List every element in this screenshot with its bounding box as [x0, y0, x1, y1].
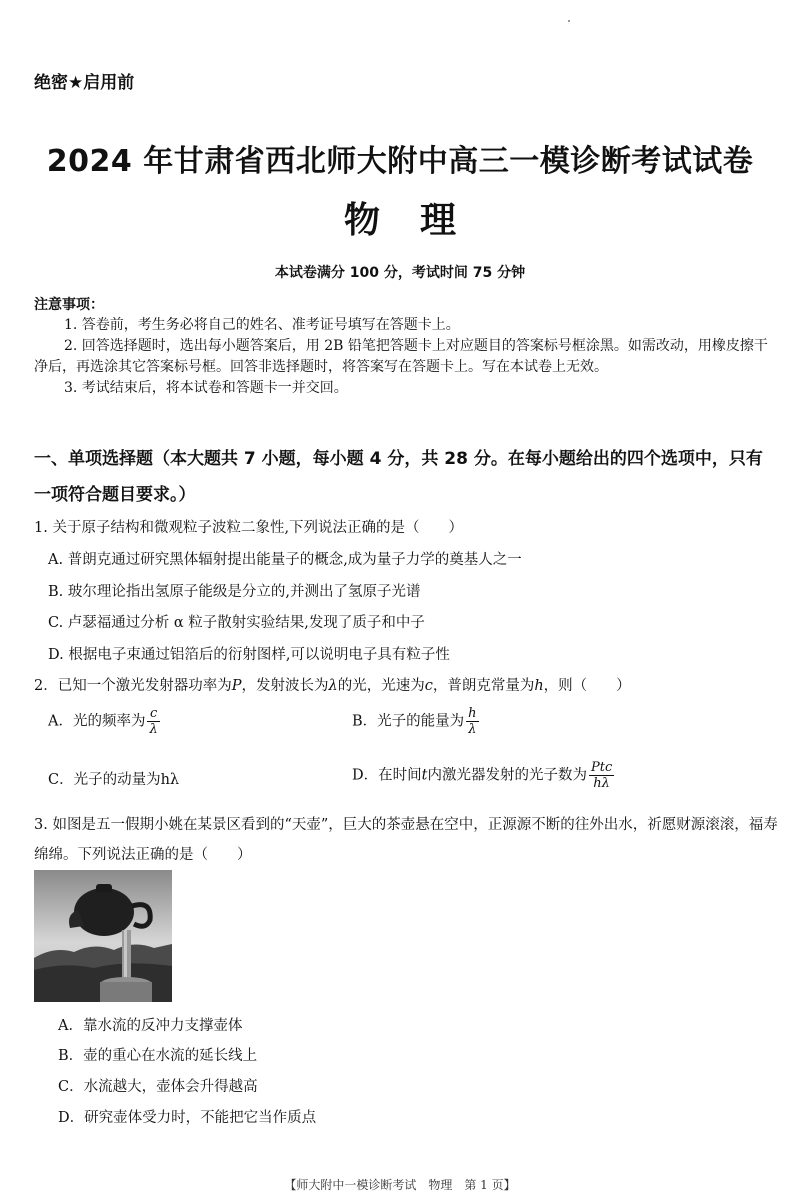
exam-info: 本试卷满分 100 分，考试时间 75 分钟: [274, 265, 526, 281]
stem-text: 2．已知一个激光发射器功率为: [34, 678, 232, 694]
question-3-option-b: B．壶的重心在水流的延长线上: [58, 1048, 258, 1064]
question-2-option-d: [352, 760, 614, 791]
note-item: 1. 答卷前，考生务必将自己的姓名、准考证号填写在答题卡上。: [64, 317, 460, 333]
teapot-photo: [34, 870, 172, 1002]
section-heading: 一、单项选择题（本大题共 7 小题，每小题 4 分，共 28 分。在每小题给出的四个选项中，只有一项符合题目要求。）: [34, 449, 763, 505]
denominator: λ: [468, 722, 477, 737]
numerator: c: [147, 706, 159, 722]
denominator: λ: [149, 722, 158, 737]
var-t: t: [421, 767, 428, 784]
var-p: P: [231, 678, 242, 694]
notes-heading: 注意事项：: [34, 297, 104, 313]
stem-text: ，则（ ）: [543, 678, 631, 694]
question-1-option-a: A. 普朗克通过研究黑体辐射提出能量子的概念,成为量子力学的奠基人之一: [48, 552, 522, 568]
subject-title: 物理: [343, 200, 496, 241]
question-3-option-c: C．水流越大，壶体会升得越高: [58, 1079, 258, 1095]
exam-title: 2024 年甘肃省西北师大附中高三一模诊断考试试卷: [46, 144, 754, 179]
question-2-option-b: [352, 706, 479, 737]
option-text: 内激光器发射的光子数为: [427, 767, 587, 784]
question-2-option-a: [48, 706, 160, 737]
page-footer: 【师大附中一模诊断考试 物理 第 1 页】: [284, 1178, 516, 1192]
question-1-option-d: D. 根据电子束通过铝箔后的衍射图样,可以说明电子具有粒子性: [48, 647, 450, 663]
stem-text: ，发射波长为: [241, 678, 329, 694]
numerator: Ptc: [590, 760, 613, 775]
var-h: h: [534, 678, 544, 694]
speck: [568, 20, 570, 22]
option-text: B．光子的能量为: [352, 713, 465, 730]
denominator: hλ: [593, 776, 610, 791]
numerator: h: [468, 706, 477, 721]
fraction: [147, 706, 159, 737]
fraction: [466, 706, 478, 737]
question-2-stem: [34, 674, 631, 695]
question-3-stem: 3. 如图是五一假期小姚在某景区看到的“天壶”，巨大的茶壶悬在空中，正源源不断的往外出水，祈愿财源滚滚，福寿绵绵。下列说法正确的是（ ）: [34, 817, 778, 863]
confidential-mark: 绝密★启用前: [34, 73, 135, 93]
question-3-option-a: A．靠水流的反冲力支撑壶体: [58, 1018, 243, 1034]
var-c: c: [424, 678, 433, 694]
var-lambda: λ: [328, 678, 338, 694]
option-text: D．在时间: [352, 767, 422, 784]
question-2-option-c: C．光子的动量为hλ: [48, 772, 180, 788]
question-1-option-b: B. 玻尔理论指出氢原子能级是分立的,并测出了氢原子光谱: [48, 584, 421, 600]
question-1-stem: 1. 关于原子结构和微观粒子波粒二象性,下列说法正确的是（ ）: [34, 520, 464, 536]
question-1-option-c: C. 卢瑟福通过分析 α 粒子散射实验结果,发现了质子和中子: [48, 615, 425, 631]
question-3-option-d: D．研究壶体受力时，不能把它当作质点: [58, 1110, 317, 1126]
stem-text: ，普朗克常量为: [432, 678, 535, 694]
fraction: [589, 760, 614, 791]
note-item: 2. 回答选择题时，选出每小题答案后，用 2B 铅笔把答题卡上对应题目的答案标号框涂黑。如需改动，用橡皮擦干净后，再选涂其它答案标号框。回答非选择题时，将答案写在答题卡上。写在本试卷上无效。: [34, 338, 768, 375]
stem-text: 的光，光速为: [337, 678, 425, 694]
option-text: A．光的频率为: [48, 713, 146, 730]
note-item: 3. 考试结束后，将本试卷和答题卡一并交回。: [64, 380, 348, 396]
